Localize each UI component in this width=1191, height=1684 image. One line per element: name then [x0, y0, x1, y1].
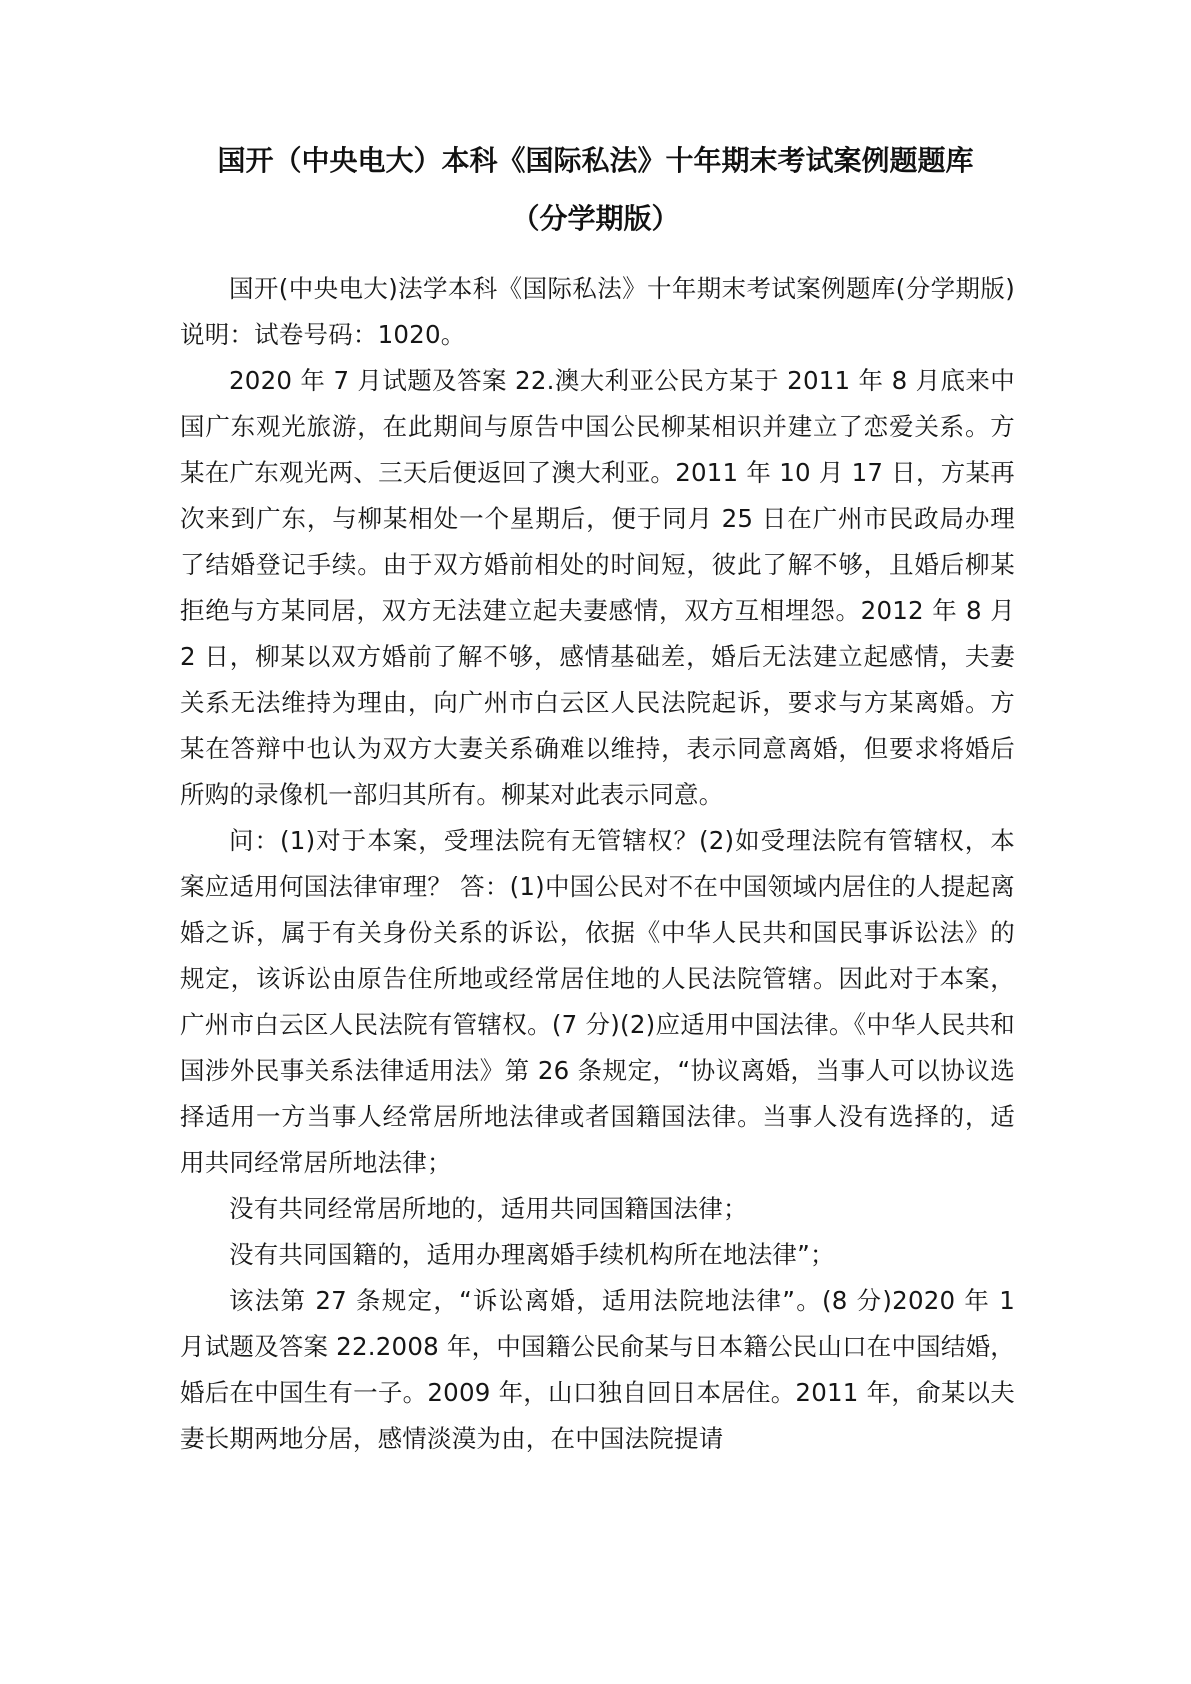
document-body: [180, 266, 1015, 1462]
paragraph-intro: 国开(中央电大)法学本科《国际私法》十年期末考试案例题库(分学期版)说明：试卷号码：1020。: [180, 274, 1015, 349]
document-title: [150, 132, 1041, 248]
paragraph-case-2020-01: 该法第 27 条规定，“诉讼离婚，适用法院地法律”。(8 分)2020 年 1 月试题及答案 22.2008 年，中国籍公民俞某与日本籍公民山口在中国结婚，婚后在中国生有一子。2009 年，山口独自回日本居住。2011 年，俞某以夫妻长期两地分居，感情淡漠为由，在中国法院提请: [180, 1286, 1015, 1453]
title-line-2: （分学期版）: [511, 202, 680, 235]
paragraph-question-answer: 问：(1)对于本案，受理法院有无管辖权？(2)如受理法院有管辖权，本案应适用何国法律审理？ 答：(1)中国公民对不在中国领域内居住的人提起离婚之诉，属于有关身份关系的诉讼，依据《中华人民共和国民事诉讼法》的规定，该诉讼由原告住所地或经常居住地的人民法院管辖。因此对于本案，广州市白云区人民法院有管辖权。(7 分)(2)应适用中国法律。《中华人民共和国涉外民事关系法律适用法》第 26 条规定，“协议离婚，当事人可以协议选择适用一方当事人经常居所地法律或者国籍国法律。当事人没有选择的，适用共同经常居所地法律；: [180, 826, 1015, 1177]
paragraph-rule-registration: 没有共同国籍的，适用办理离婚手续机构所在地法律”；: [229, 1240, 835, 1269]
title-line-1: 国开（中央电大）本科《国际私法》十年期末考试案例题题库: [217, 144, 974, 177]
paragraph-rule-nationality: 没有共同经常居所地的，适用共同国籍国法律；: [229, 1194, 748, 1223]
paragraph-case-2020-07: 2020 年 7 月试题及答案 22.澳大利亚公民方某于 2011 年 8 月底来中国广东观光旅游，在此期间与原告中国公民柳某相识并建立了恋爱关系。方某在广东观光两、三天后便返回了澳大利亚。2011 年 10 月 17 日，方某再次来到广东，与柳某相处一个星期后，便于同月 25 日在广州市民政局办理了结婚登记手续。由于双方婚前相处的时间短，彼此了解不够，且婚后柳某拒绝与方某同居，双方无法建立起夫妻感情，双方互相埋怨。2012 年 8 月 2 日，柳某以双方婚前了解不够，感情基础差，婚后无法建立起感情，夫妻关系无法维持为理由，向广州市白云区人民法院起诉，要求与方某离婚。方某在答辩中也认为双方大妻关系确难以维持，表示同意离婚，但要求将婚后所购的录像机一部归其所有。柳某对此表示同意。: [180, 366, 1015, 809]
